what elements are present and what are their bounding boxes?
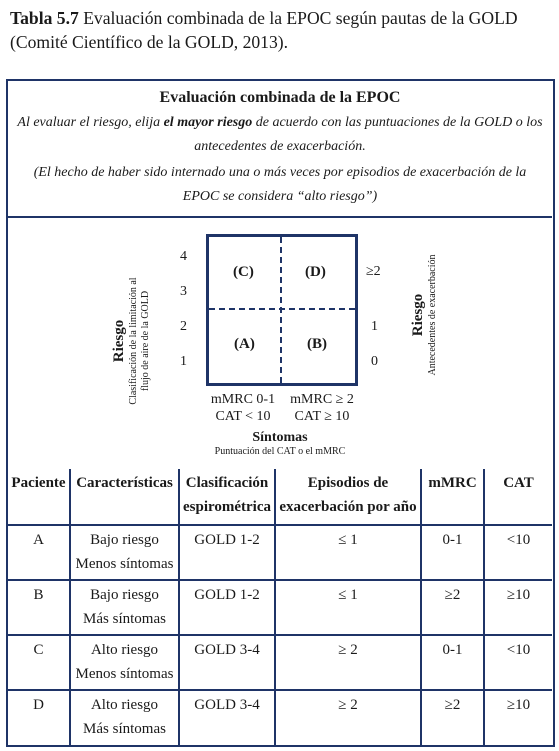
right-tick: 0 [371, 354, 378, 369]
cell-mmrc: ≥2 [421, 690, 484, 745]
table-row [8, 690, 552, 745]
low-symptom-cat: CAT < 10 [215, 409, 271, 424]
right-axis-title: Riesgo [410, 293, 426, 337]
cell-mmrc: 0-1 [421, 525, 484, 580]
left-tick: 1 [180, 354, 187, 369]
quadrant-grid [206, 234, 358, 386]
cell-caracteristicas: Alto riesgo Menos síntomas [70, 635, 179, 690]
right-axis-sub: Antecedentes de exacerbación [427, 254, 438, 376]
cell-clasificacion: GOLD 3-4 [179, 690, 275, 745]
cell-cat: ≥10 [484, 580, 552, 635]
cell-episodios: ≤ 1 [275, 580, 421, 635]
cell-episodios: ≤ 1 [275, 525, 421, 580]
cell-cat: <10 [484, 525, 552, 580]
cell-paciente: B [8, 580, 70, 635]
cell-paciente: A [8, 525, 70, 580]
cell-caracteristicas: Bajo riesgo Más síntomas [70, 580, 179, 635]
high-symptom-cat: CAT ≥ 10 [294, 409, 350, 424]
left-tick: 3 [180, 284, 187, 299]
quadrant-c: (C) [233, 264, 254, 280]
table-row [8, 580, 552, 635]
cell-clasificacion: GOLD 3-4 [179, 635, 275, 690]
x-axis-sub: Puntuación del CAT o el mMRC [214, 446, 346, 457]
quadrant-b: (B) [307, 336, 327, 352]
instruction-bold: el mayor riesgo [163, 115, 253, 130]
header-instruction [8, 111, 552, 159]
instruction-pre: Al evaluar el riesgo, elija [17, 115, 164, 130]
col-header-episodios: Episodios de exacerbación por año [275, 469, 421, 525]
right-axis-label [410, 245, 446, 385]
horizontal-divider [209, 308, 355, 310]
x-axis-label [8, 430, 552, 457]
cell-episodios: ≥ 2 [275, 635, 421, 690]
low-symptom-mmrc: mMRC 0-1 [210, 392, 276, 407]
left-axis-label [111, 276, 171, 406]
high-symptom-mmrc: mMRC ≥ 2 [290, 392, 354, 407]
col-header-caracteristicas: Características [70, 469, 179, 525]
cell-cat: <10 [484, 635, 552, 690]
table-row [8, 635, 552, 690]
header-note: (El hecho de haber sido internado una o más veces por episodios de exacerbación de la EPOC se considera “alto riesgo”) [33, 165, 527, 204]
left-axis-sub2: flujo de aire de la GOLD [140, 290, 151, 392]
x-axis-title: Síntomas [252, 430, 308, 445]
cell-paciente: C [8, 635, 70, 690]
cell-paciente: D [8, 690, 70, 745]
table-row [8, 525, 552, 580]
gold-assessment-box [6, 79, 555, 747]
caption-text: Evaluación combinada de la EPOC según pautas de la GOLD (Comité Científico de la GOLD, 2013). [10, 8, 518, 52]
left-axis-sub1: Clasificación de la limitación al [128, 277, 139, 405]
risk-symptom-diagram [8, 219, 552, 467]
header-title: Evaluación combinada de la EPOC [159, 89, 401, 106]
cell-cat: ≥10 [484, 690, 552, 745]
low-symptom-label [204, 391, 282, 425]
left-axis-title: Riesgo [111, 319, 127, 363]
cell-caracteristicas: Bajo riesgo Menos síntomas [70, 525, 179, 580]
quadrant-a: (A) [234, 336, 255, 352]
instruction-post: de acuerdo con las puntuaciones de la GOLD o los antecedentes de exacerbación. [194, 115, 543, 154]
left-tick: 4 [180, 249, 187, 264]
quadrant-d: (D) [305, 264, 326, 280]
left-tick: 2 [180, 319, 187, 334]
col-header-mmrc: mMRC [421, 469, 484, 525]
col-header-cat: CAT [484, 469, 552, 525]
cell-mmrc: ≥2 [421, 580, 484, 635]
right-tick: ≥2 [366, 264, 381, 279]
patient-classification-table [8, 469, 552, 745]
cell-mmrc: 0-1 [421, 635, 484, 690]
cell-clasificacion: GOLD 1-2 [179, 580, 275, 635]
table-header-row [8, 469, 552, 525]
col-header-paciente: Paciente [8, 469, 70, 525]
table-caption [10, 6, 555, 54]
col-header-clasificacion: Clasificación espirométrica [179, 469, 275, 525]
header-box [8, 81, 552, 218]
cell-episodios: ≥ 2 [275, 690, 421, 745]
caption-label: Tabla 5.7 [10, 8, 79, 28]
cell-caracteristicas: Alto riesgo Más síntomas [70, 690, 179, 745]
vertical-divider [280, 237, 282, 383]
right-tick: 1 [371, 319, 378, 334]
cell-clasificacion: GOLD 1-2 [179, 525, 275, 580]
high-symptom-label [282, 391, 362, 425]
